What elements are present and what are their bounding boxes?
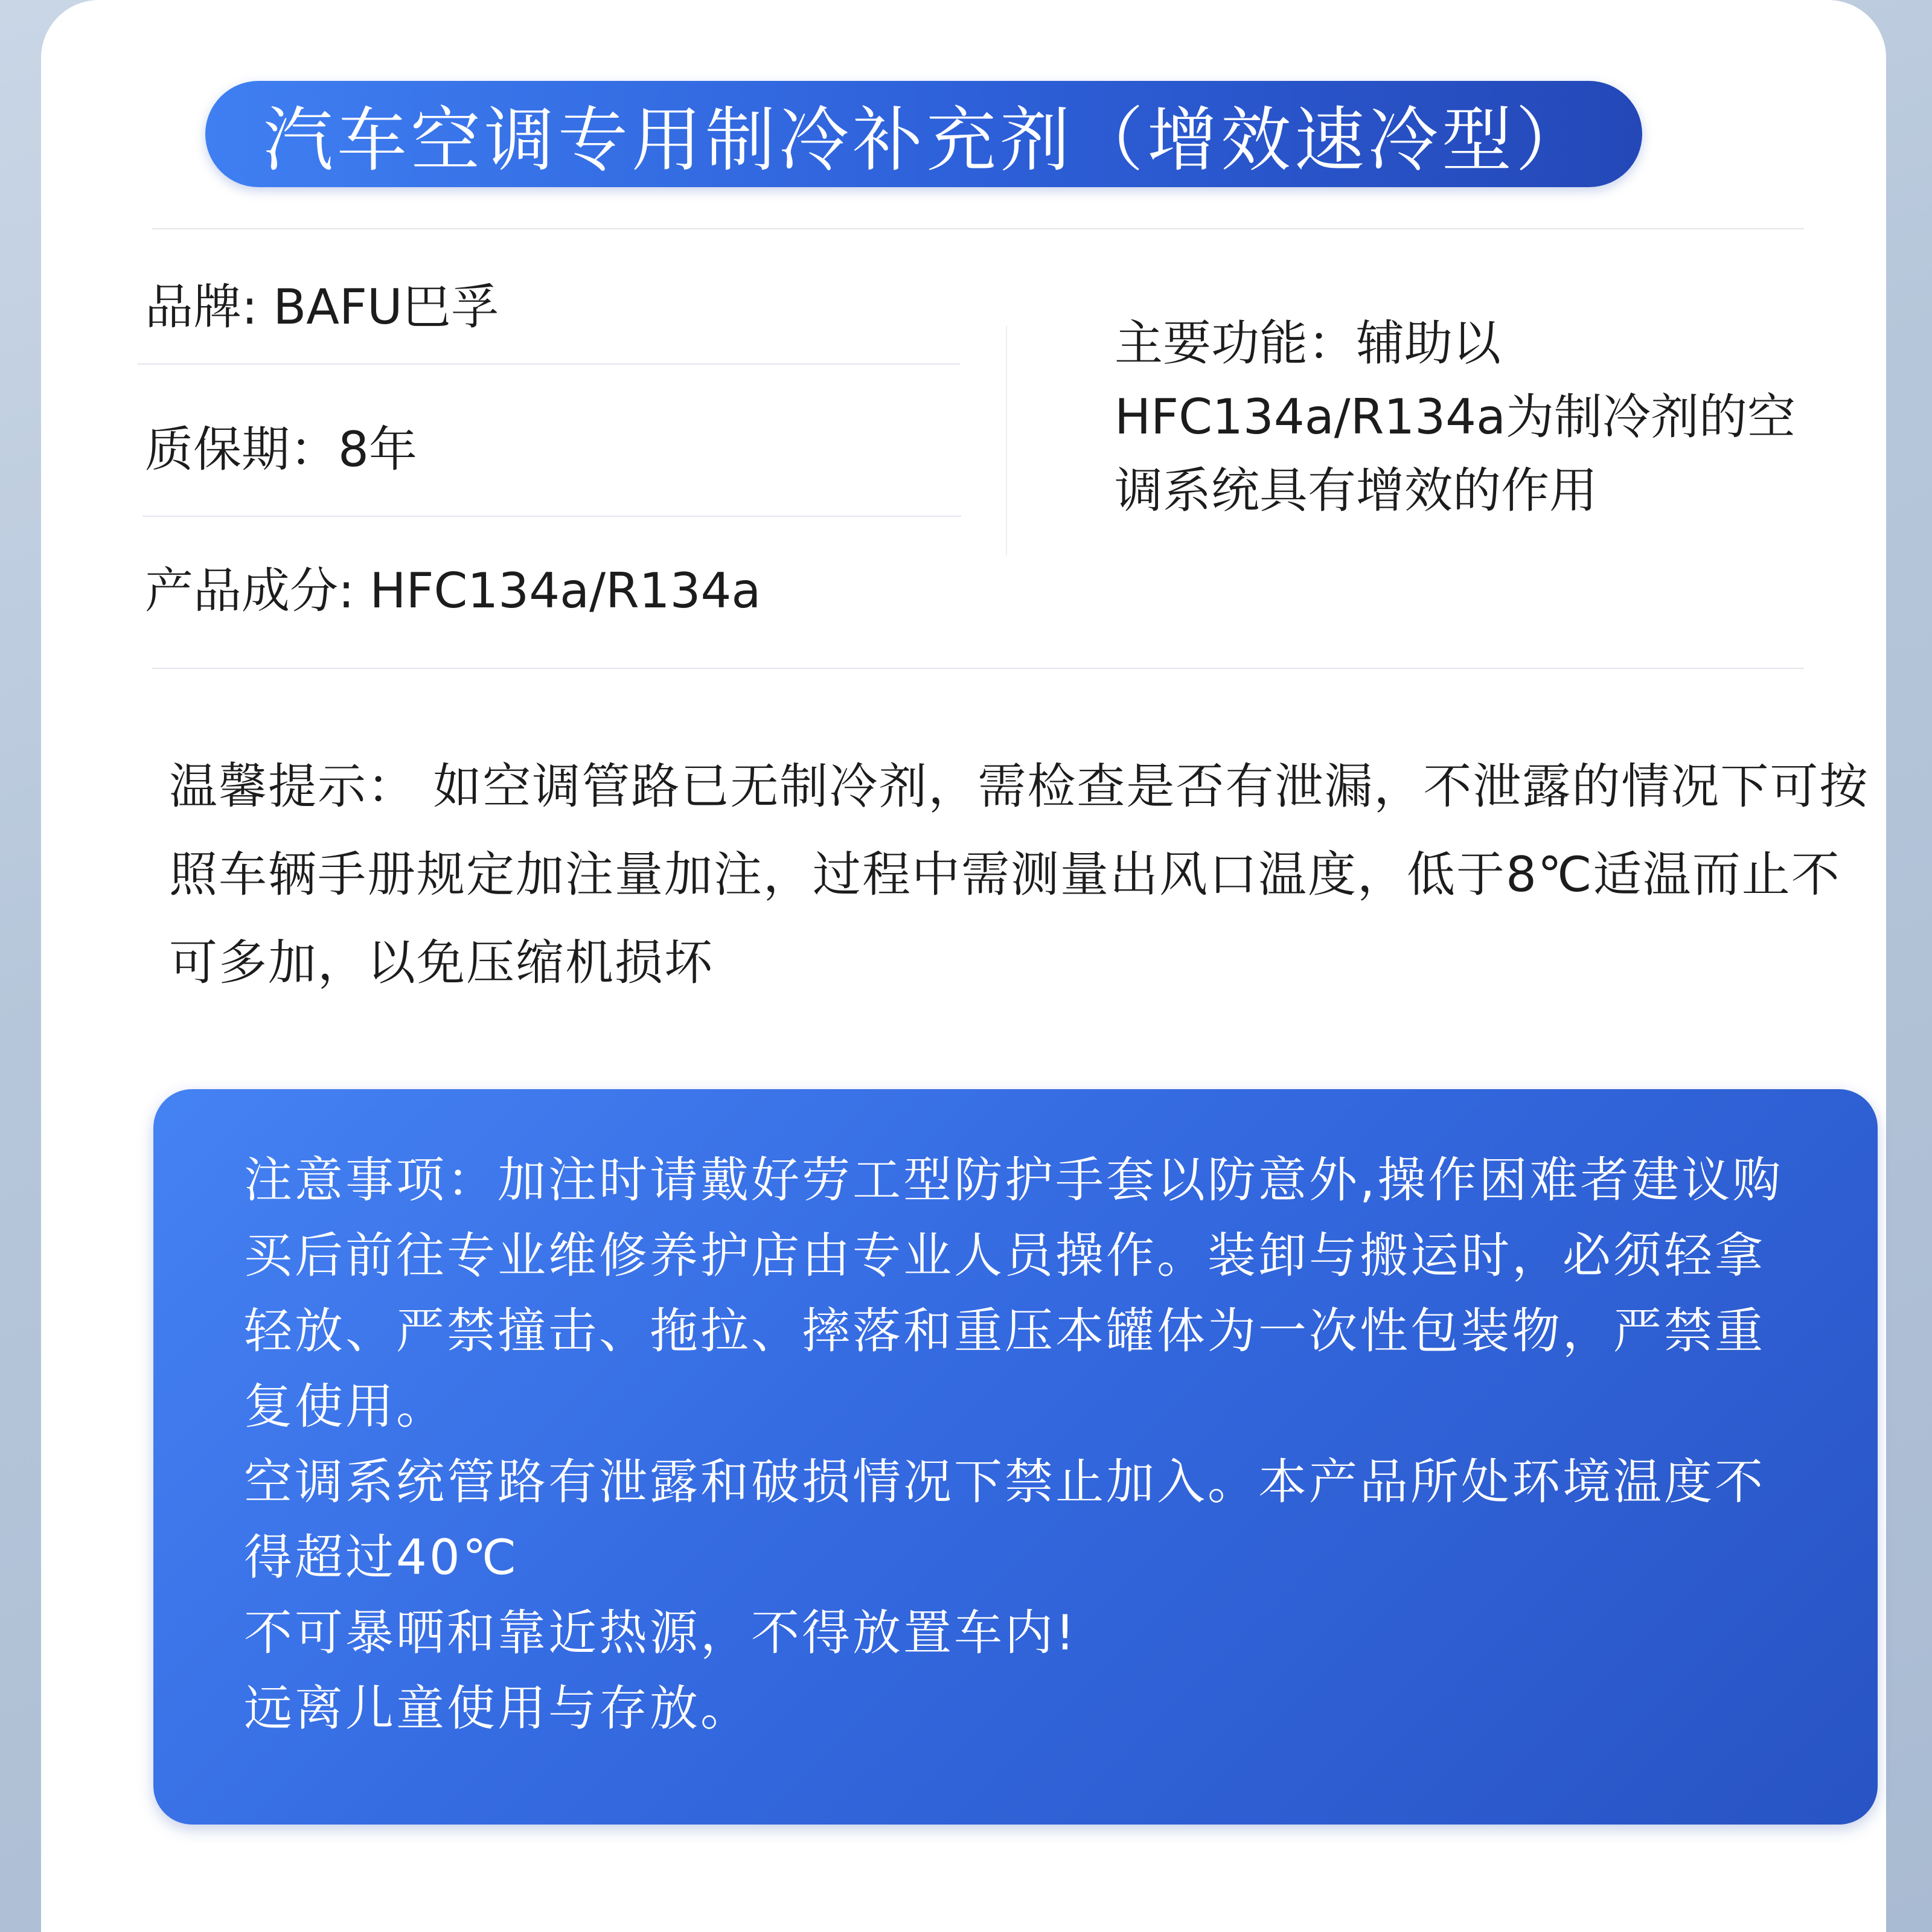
divider-spec-2 (142, 516, 961, 517)
spec-ingredient: 产品成分: HFC134a/R134a (145, 563, 761, 619)
product-title-banner (205, 81, 1642, 187)
product-info-card (41, 0, 1886, 1932)
notice-line-heat: 不可暴晒和靠近热源，不得放置车内! (244, 1605, 1078, 1661)
spec-column-divider (1006, 326, 1007, 555)
notice-line-children: 远离儿童使用与存放。 (244, 1680, 751, 1736)
divider-bottom (152, 668, 1804, 669)
notice-text (244, 1142, 1814, 1746)
warm-tips-text: 温馨提示： 如空调管路已无制冷剂，需检查是否有泄漏，不泄露的情况下可按照车辆手册规定加注量加注，过程中需测量出风口温度，低于8℃适温而止不可多加，以免压缩机损坏 (169, 758, 1869, 991)
product-title: 汽车空调专用制冷补充剂（增效速冷型） (263, 99, 1589, 181)
notice-line-leak-temperature: 空调系统管路有泄露和破损情况下禁止加入。本产品所处环境温度不得超过40℃ (244, 1454, 1765, 1585)
notice-panel (153, 1089, 1878, 1825)
divider-spec-1 (138, 363, 960, 365)
divider-top (152, 228, 1804, 229)
spec-brand: 品牌: BAFU巴孚 (145, 279, 499, 335)
main-function-text: 主要功能：辅助以HFC134a/R134a为制冷剂的空调系统具有增效的作用 (1115, 315, 1796, 519)
spec-warranty: 质保期：8年 (145, 421, 417, 478)
notice-line-precautions: 注意事项：加注时请戴好劳工型防护手套以防意外,操作困难者建议购买后前往专业维修养护店由专业人员操作。装卸与搬运时，必须轻拿轻放、严禁撞击、拖拉、摔落和重压本罐体为一次性包装物，严禁重复使用。 (244, 1152, 1783, 1435)
